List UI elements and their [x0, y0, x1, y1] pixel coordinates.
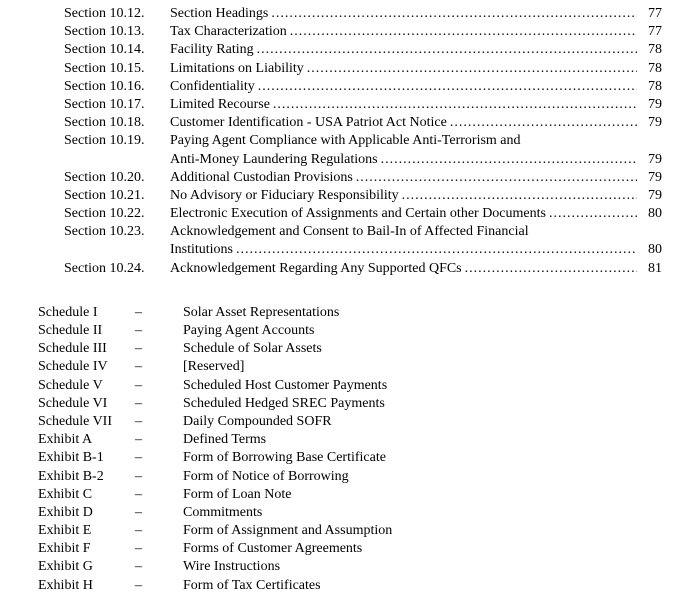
dash-separator: –	[135, 559, 142, 575]
section-title: Limited Recourse	[170, 96, 270, 112]
attachment-label: Schedule VI	[38, 395, 108, 411]
page-number: 80	[648, 242, 662, 258]
attachment-title: Daily Compounded SOFR	[183, 413, 332, 429]
section-number: Section 10.22.	[64, 206, 145, 222]
attachment-title: Form of Loan Note	[183, 486, 292, 502]
section-title: Facility Rating	[170, 42, 254, 58]
list-item	[38, 322, 681, 340]
section-number: Section 10.14.	[64, 42, 145, 58]
section-title: Section Headings	[170, 6, 269, 21]
list-item	[38, 449, 681, 467]
toc-entry-line	[64, 114, 662, 132]
dot-leader	[381, 151, 637, 169]
dash-separator: –	[135, 341, 142, 357]
attachment-label: Exhibit A	[38, 432, 93, 448]
attachment-title: Form of Borrowing Base Certificate	[183, 450, 386, 466]
dash-separator: –	[135, 468, 142, 484]
attachment-title: Form of Tax Certificates	[183, 577, 321, 593]
list-item	[38, 340, 681, 358]
section-number: Section 10.16.	[64, 78, 145, 94]
toc-entry-line	[64, 78, 662, 96]
dash-separator: –	[135, 432, 142, 448]
attachment-title: [Reserved]	[183, 359, 245, 375]
section-number: Section 10.21.	[64, 187, 145, 203]
section-number: Section 10.20.	[64, 169, 145, 185]
section-title: Confidentiality	[170, 78, 255, 94]
page-number: 79	[648, 96, 662, 112]
list-item	[38, 504, 681, 522]
dash-separator: –	[135, 395, 142, 411]
page-number: 81	[648, 260, 662, 276]
toc-entry-line	[64, 223, 662, 241]
page-number: 79	[648, 151, 662, 167]
dot-leader	[450, 114, 637, 132]
dot-leader	[271, 5, 637, 23]
section-title: Limitations on Liability	[170, 60, 304, 76]
section-title: No Advisory or Fiduciary Responsibility	[170, 187, 399, 203]
section-title: Tax Characterization	[170, 24, 287, 40]
toc-entry-line	[64, 41, 662, 59]
section-title: Acknowledgement and Consent to Bail-In of Affected Financial	[170, 224, 529, 240]
section-number: Section 10.17.	[64, 96, 145, 112]
dash-separator: –	[135, 323, 142, 338]
list-item	[38, 395, 681, 413]
section-title: Anti-Money Laundering Regulations	[170, 151, 378, 167]
list-item	[38, 358, 681, 376]
toc-entry-line	[64, 96, 662, 114]
section-title: Customer Identification - USA Patriot Act Notice	[170, 115, 447, 131]
section-title: Acknowledgement Regarding Any Supported QFCs	[170, 260, 462, 276]
page-number: 77	[648, 6, 662, 21]
toc-entry-line	[64, 5, 662, 23]
toc-entry-line	[64, 132, 662, 150]
dot-leader	[402, 187, 637, 205]
page-number: 80	[648, 206, 662, 222]
list-item	[38, 304, 681, 322]
dot-leader	[356, 169, 637, 187]
section-title: Institutions	[170, 242, 234, 258]
list-item	[38, 540, 681, 558]
attachment-title: Solar Asset Representations	[183, 304, 340, 320]
attachment-title: Scheduled Hedged SREC Payments	[183, 395, 385, 411]
attachment-title: Form of Assignment and Assumption	[183, 523, 393, 539]
section-number: Section 10.19.	[64, 133, 145, 149]
attachment-label: Exhibit B-2	[38, 468, 104, 484]
page-number: 79	[648, 169, 662, 185]
section-number: Section 10.18.	[64, 115, 145, 131]
section-number: Section 10.23.	[64, 224, 145, 240]
section-number: Section 10.12.	[64, 6, 145, 21]
page-number: 78	[648, 78, 662, 94]
attachment-title: Commitments	[183, 504, 263, 520]
attachment-label: Exhibit D	[38, 504, 93, 520]
section-title: Electronic Execution of Assignments and Certain other Documents	[170, 206, 546, 222]
dash-separator: –	[135, 541, 142, 557]
dash-separator: –	[135, 450, 142, 466]
dot-leader	[236, 241, 637, 259]
list-item	[38, 558, 681, 576]
toc-entry-line	[64, 205, 662, 223]
dash-separator: –	[135, 486, 142, 502]
toc-entry-line	[64, 187, 662, 205]
attachment-label: Schedule II	[38, 323, 103, 338]
section-number: Section 10.13.	[64, 24, 145, 40]
page-number: 78	[648, 42, 662, 58]
dot-leader	[307, 60, 637, 78]
list-item	[38, 577, 681, 595]
attachment-label: Exhibit E	[38, 523, 92, 539]
attachment-label: Exhibit B-1	[38, 450, 104, 466]
attachment-label: Schedule I	[38, 304, 98, 320]
dash-separator: –	[135, 413, 142, 429]
dot-leader	[257, 41, 637, 59]
dot-leader	[258, 78, 637, 96]
page-number: 79	[648, 187, 662, 203]
attachment-label: Schedule IV	[38, 359, 108, 375]
toc-entry-line	[64, 260, 662, 278]
list-item	[38, 522, 681, 540]
attachment-label: Exhibit F	[38, 541, 91, 557]
list-item	[38, 377, 681, 395]
dash-separator: –	[135, 523, 142, 539]
dash-separator: –	[135, 359, 142, 375]
dash-separator: –	[135, 377, 142, 393]
attachment-label: Schedule V	[38, 377, 103, 393]
attachment-title: Schedule of Solar Assets	[183, 341, 322, 357]
page-number: 79	[648, 115, 662, 131]
page-number: 77	[648, 24, 662, 40]
section-number: Section 10.15.	[64, 60, 145, 76]
attachment-label: Schedule VII	[38, 413, 112, 429]
attachment-label: Exhibit G	[38, 559, 93, 575]
dash-separator: –	[135, 304, 142, 320]
toc-entry-line	[64, 60, 662, 78]
schedules-exhibits-list	[38, 304, 681, 595]
toc-entry-line	[64, 241, 662, 259]
attachment-title: Defined Terms	[183, 432, 267, 448]
page-number: 78	[648, 60, 662, 76]
attachment-title: Paying Agent Accounts	[183, 323, 315, 338]
dash-separator: –	[135, 577, 142, 593]
toc-entry-line	[64, 151, 662, 169]
list-item	[38, 486, 681, 504]
attachment-title: Form of Notice of Borrowing	[183, 468, 349, 484]
dot-leader	[290, 23, 637, 41]
attachment-title: Scheduled Host Customer Payments	[183, 377, 388, 393]
list-item	[38, 468, 681, 486]
dot-leader	[465, 260, 637, 278]
attachment-label: Exhibit H	[38, 577, 93, 593]
section-number: Section 10.24.	[64, 260, 145, 276]
toc-entry-line	[64, 169, 662, 187]
list-item	[38, 413, 681, 431]
dash-separator: –	[135, 504, 142, 520]
list-item	[38, 431, 681, 449]
attachment-label: Exhibit C	[38, 486, 93, 502]
dot-leader	[273, 96, 637, 114]
attachment-label: Schedule III	[38, 341, 107, 357]
attachment-title: Forms of Customer Agreements	[183, 541, 363, 557]
toc-entry-line	[64, 23, 662, 41]
section-title: Paying Agent Compliance with Applicable Anti-Terrorism and	[170, 133, 521, 149]
table-of-contents	[64, 5, 662, 278]
section-title: Additional Custodian Provisions	[170, 169, 353, 185]
dot-leader	[549, 205, 637, 223]
attachment-title: Wire Instructions	[183, 559, 281, 575]
